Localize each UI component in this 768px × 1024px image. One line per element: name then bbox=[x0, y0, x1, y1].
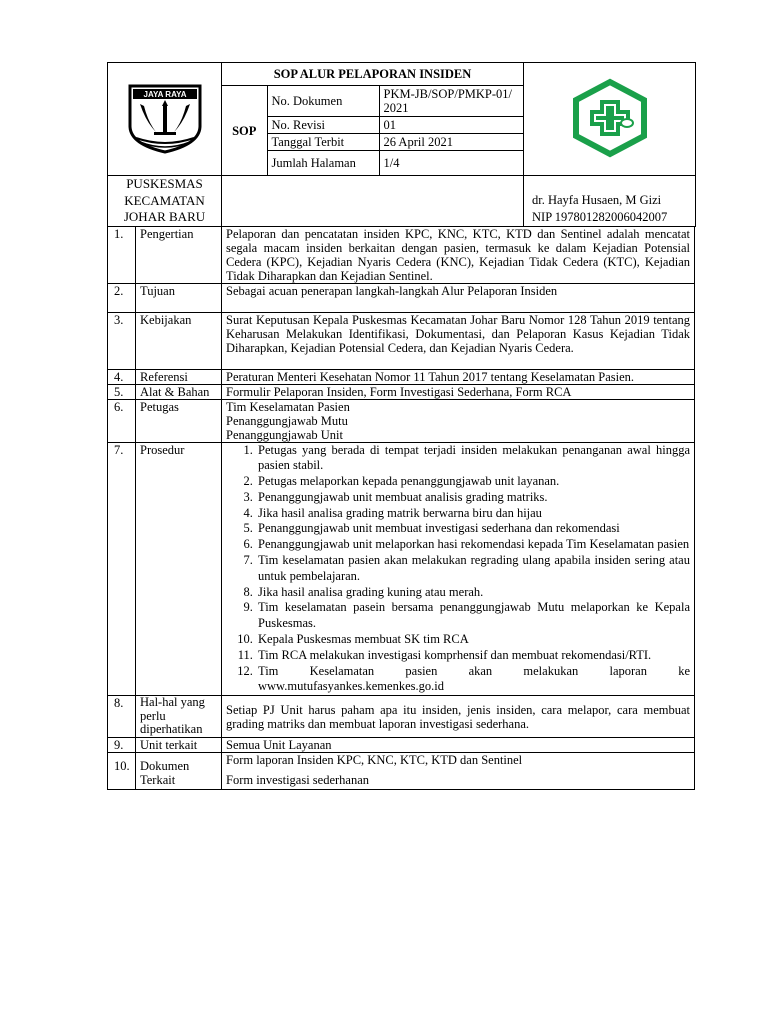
sop-body-table bbox=[107, 226, 695, 790]
sop-meta-table bbox=[222, 86, 523, 175]
procedure-step: 10. Kepala Puskesmas membuat SK tim RCA bbox=[256, 632, 690, 648]
procedure-step: 9. Tim keselamatan pasein bersama penanggungjawab Mutu melaporkan ke Kepala Puskesmas. bbox=[256, 600, 690, 632]
row-content: Setiap PJ Unit harus paham apa itu insiden, jenis insiden, cara melapor, cara membuat grading matriks dan membuat laporan investigasi sederhana. bbox=[222, 696, 695, 738]
row-tujuan bbox=[108, 283, 695, 312]
puskesmas-logo-icon bbox=[570, 78, 650, 158]
petugas-line: Penanggungjawab Unit bbox=[226, 427, 343, 442]
signer-name: dr. Hayfa Husaen, M Gizi bbox=[532, 192, 662, 207]
procedure-step: 7. Tim keselamatan pasien akan melakukan regrading ulang apabila insiden sering atau untuk pembelajaran. bbox=[256, 553, 690, 585]
row-number: 9. bbox=[108, 737, 136, 752]
field-label: No. Dokumen bbox=[267, 86, 379, 117]
signer-nip: NIP 197801282006042007 bbox=[532, 209, 668, 224]
procedure-step: 11. Tim RCA melakukan investigasi komprhensif dan membuat rekomendasi/RTI. bbox=[256, 648, 690, 664]
logo-left-text: JAYA RAYA bbox=[143, 89, 186, 99]
row-content: Peraturan Menteri Kesehatan Nomor 11 Tahun 2017 tentang Keselamatan Pasien. bbox=[222, 369, 695, 384]
field-value: 01 bbox=[379, 117, 523, 134]
row-label: Dokumen Terkait bbox=[136, 752, 222, 789]
row-label: Unit terkait bbox=[136, 737, 222, 752]
sop-label: SOP bbox=[222, 86, 267, 175]
row-content: Semua Unit Layanan bbox=[222, 737, 695, 752]
row-dokumen-terkait bbox=[108, 752, 695, 789]
header-row bbox=[108, 63, 696, 176]
petugas-line: Tim Keselamatan Pasien bbox=[226, 399, 350, 414]
row-content bbox=[222, 442, 695, 696]
row-content: Sebagai acuan penerapan langkah-langkah Alur Pelaporan Insiden bbox=[222, 283, 695, 312]
field-label: Jumlah Halaman bbox=[267, 151, 379, 176]
row-content: Pelaporan dan pencatatan insiden KPC, KNC, KTC, KTD dan Sentinel adalah mencatat segala macam insiden berkaitan dengan pasien, termasuk ke dalam Kejadian Potensial Cedera (KPC), Kejadian Nyaris Cedera (KNC), Kejadian Tidak Cedera (KTC), Kejadian Tidak Diharapkan dan Kejadian Sentinel. bbox=[222, 226, 695, 283]
org-name-line: KECAMATAN bbox=[124, 192, 205, 208]
row-number: 1. bbox=[108, 226, 136, 283]
procedure-list bbox=[226, 443, 690, 696]
row-number: 10. bbox=[108, 752, 136, 789]
row-number: 8. bbox=[108, 696, 136, 738]
procedure-step: 6. Penanggungjawab unit melaporkan hasi rekomendasi kepada Tim Keselamatan pasien bbox=[256, 537, 690, 553]
dokumen-line: Form laporan Insiden KPC, KNC, KTC, KTD dan Sentinel bbox=[226, 752, 523, 767]
row-number: 6. bbox=[108, 399, 136, 442]
procedure-step: 4. Jika hasil analisa grading matrik berwarna biru dan hijau bbox=[256, 506, 690, 522]
field-label: No. Revisi bbox=[267, 117, 379, 134]
row-hal-hal bbox=[108, 696, 695, 738]
row-petugas bbox=[108, 399, 695, 442]
org-row bbox=[108, 176, 696, 227]
row-number: 5. bbox=[108, 384, 136, 399]
row-pengertian bbox=[108, 226, 695, 283]
procedure-step: 1. Petugas yang berada di tempat terjadi insiden melakukan penanganan awal hingga pasien stabil. bbox=[256, 443, 690, 475]
row-label: Petugas bbox=[136, 399, 222, 442]
row-number: 7. bbox=[108, 442, 136, 696]
org-name-line: JOHAR BARU bbox=[123, 209, 206, 224]
row-content bbox=[222, 752, 695, 789]
sop-title-cell bbox=[222, 63, 524, 176]
field-value: 26 April 2021 bbox=[379, 134, 523, 151]
jaya-raya-logo-cell bbox=[108, 63, 222, 176]
dokumen-line: Form investigasi sederhanan bbox=[226, 772, 370, 787]
procedure-step: 12. Tim Keselamatan pasien akan melakukan laporan ke www.mutufasyankes.kemenkes.go.id bbox=[256, 664, 690, 696]
procedure-step: 2. Petugas melaporkan kepada penanggungjawab unit layanan. bbox=[256, 474, 690, 490]
row-number: 3. bbox=[108, 312, 136, 369]
row-kebijakan bbox=[108, 312, 695, 369]
jaya-raya-emblem-icon bbox=[126, 82, 204, 154]
field-value: PKM-JB/SOP/PMKP-01/ 2021 bbox=[379, 86, 523, 117]
row-content: Surat Keputusan Kepala Puskesmas Kecamatan Johar Baru Nomor 128 Tahun 2019 tentang Keharusan Melakukan Identifikasi, Dokumentasi, dan Pelaporan Kasus Kejadian Tidak Diharapkan, Kejadian Potensial Cedera, dan Kejadian Nyaris Cedera. bbox=[222, 312, 695, 369]
sop-title: SOP ALUR PELAPORAN INSIDEN bbox=[222, 63, 523, 86]
row-label: Referensi bbox=[136, 369, 222, 384]
row-content: Formulir Pelaporan Insiden, Form Investigasi Sederhana, Form RCA bbox=[222, 384, 695, 399]
row-content bbox=[222, 399, 695, 442]
row-number: 4. bbox=[108, 369, 136, 384]
sop-table bbox=[107, 62, 696, 227]
procedure-step: 5. Penanggungjawab unit membuat investigasi sederhana dan rekomendasi bbox=[256, 521, 690, 537]
org-name-line: PUSKESMAS bbox=[126, 176, 203, 191]
row-label: Prosedur bbox=[136, 442, 222, 696]
row-alat-bahan bbox=[108, 384, 695, 399]
row-label: Pengertian bbox=[136, 226, 222, 283]
procedure-step: 3. Penanggungjawab unit membuat analisis grading matriks. bbox=[256, 490, 690, 506]
row-referensi bbox=[108, 369, 695, 384]
row-unit-terkait bbox=[108, 737, 695, 752]
field-value: 1/4 bbox=[379, 151, 523, 176]
row-label: Kebijakan bbox=[136, 312, 222, 369]
sop-document bbox=[107, 62, 695, 790]
procedure-step: 8. Jika hasil analisa grading kuning atau merah. bbox=[256, 585, 690, 601]
org-name-cell bbox=[108, 176, 222, 227]
row-label: Alat & Bahan bbox=[136, 384, 222, 399]
row-label: Hal-hal yang perlu diperhatikan bbox=[136, 696, 222, 738]
field-label: Tanggal Terbit bbox=[267, 134, 379, 151]
org-blank-cell bbox=[222, 176, 524, 227]
puskesmas-logo-cell bbox=[524, 63, 696, 176]
petugas-line: Penanggungjawab Mutu bbox=[226, 413, 348, 428]
row-number: 2. bbox=[108, 283, 136, 312]
row-prosedur bbox=[108, 442, 695, 696]
signer-cell bbox=[524, 176, 696, 227]
row-label: Tujuan bbox=[136, 283, 222, 312]
